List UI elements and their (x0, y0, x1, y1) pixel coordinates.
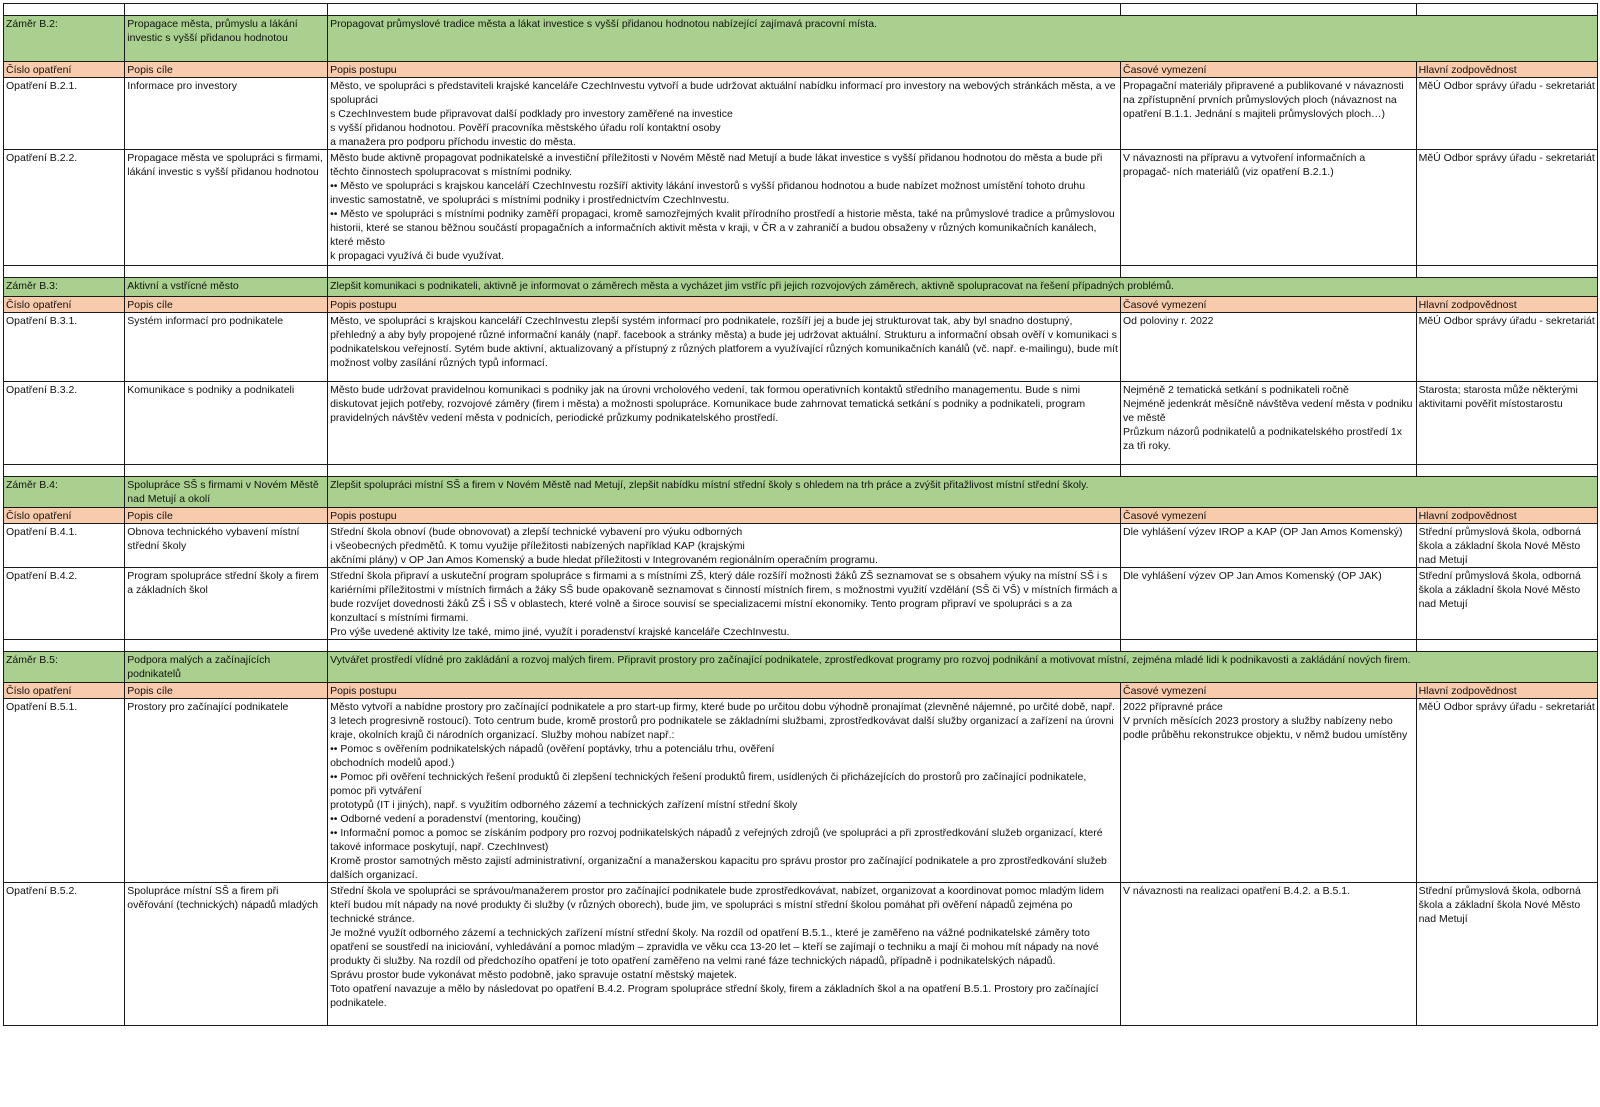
header-responsibility-cell[interactable]: Hlavní zodpovědnost (1416, 683, 1597, 699)
measure-row-b32 (4, 382, 1598, 465)
measure-procedure-cell[interactable]: Město vytvoří a nabídne prostory pro začínající podnikatele a pro start-up firmy, které bude po určitou dobu výhodně pronajímat (zlevněné nájemné, po určité době, např. 3 letech progresivně rostoucí). Toto centrum bude, kromě prostorů pro podnikatele se základními službami, zprostředkovávat další služby organizací a zařízení na úrovni kraje, okolních krajů či národních organizací. Služby mohou nabízet např.: •• Pomoc s ověřením podnikatelských nápadů (ověření poptávky, trhu a potenciálu trhu, ověření obchodních modelů apod.) •• Pomoc při ověření technických řešení produktů či zlepšení technických řešení produktů firem, usídlených či přicházejících do prostorů pro začínající podnikatele, pomoc při vytváření prototypů (IT i jiných), např. s využitím odborného zázemí a technických zařízení místní střední školy •• Odborné vedení a poradenství (mentoring, koučing) •• Informační pomoc a pomoc se získáním podpory pro rozvoj podnikatelských nápadů z veřejných zdrojů (ve spolupráci a při zprostředkování služeb organizací, které takové informace poskytují, např. CzechInvest) Kromě prostor samotných město zajistí administrativní, organizační a manažerskou kapacitu pro správu prostor pro začínající podnikatele a pro zprostředkování služeb dalších organizací. (328, 699, 1121, 883)
header-timing-cell[interactable]: Časové vymezení (1121, 297, 1417, 313)
measure-goal-cell[interactable]: Komunikace s podniky a podnikateli (125, 382, 328, 465)
goal-summary-cell[interactable]: Propagovat průmyslové tradice města a lákat investice s vyšší přidanou hodnotou nabízející zajímavá pracovní místa. (328, 16, 1598, 62)
header-procedure-cell[interactable]: Popis postupu (328, 683, 1121, 699)
goal-code-cell[interactable]: Záměr B.5: (4, 652, 125, 683)
measure-timing-cell[interactable]: 2022 přípravné práce V prvních měsících 2023 prostory a služby nabízeny nebo podle průběhu rekonstrukce objektu, v němž budou umístěny (1121, 699, 1417, 883)
goal-row-b2 (4, 16, 1598, 62)
header-timing-cell[interactable]: Časové vymezení (1121, 62, 1417, 78)
measure-goal-cell[interactable]: Program spolupráce střední školy a firem a základních škol (125, 568, 328, 640)
header-procedure-cell[interactable]: Popis postupu (328, 62, 1121, 78)
measure-timing-cell[interactable]: Propagační materiály připravené a publikované v návaznosti na zpřístupnění prvních průmyslových ploch (návaznost na opatření B.1.1. Jednání s majiteli průmyslových ploch…) (1121, 78, 1417, 150)
measure-goal-cell[interactable]: Informace pro investory (125, 78, 328, 150)
header-goal-cell[interactable]: Popis cíle (125, 683, 328, 699)
spacer-row (4, 465, 1598, 477)
goal-row-b3 (4, 278, 1598, 297)
measure-procedure-cell[interactable]: Střední škola ve spolupráci se správou/manažerem prostor pro začínající podnikatele bude zprostředkovávat, nabízet, organizovat a koordinovat pomoc mladým lidem kteří budou mít nápady na nové produkty či služby (v různých oborech), bude jim, ve spolupráci s místní střední školou pomáhat při ověření nápadů zejména po technické stránce. Je možné využít odborného zázemí a technických zařízení místní střední školy. Na rozdíl od opatření B.5.1., které je zaměřeno na vážné podnikatelské záměry toto opatření se soustředí na iniciování, vyhledávání a pomoc mladým – zpravidla ve věku cca 13-20 let – kteří se zajímají o techniku a mají či mohou mít nápady na nové produkty či služby. Na rozdíl od předchozího opatření je toto opatření zaměřeno na velmi rané fáze technických nápadů, případně i podnikatelských nápadů. Správu prostor bude vykonávat město podobně, jako spravuje ostatní městský majetek. Toto opatření navazuje a mělo by následovat po opatření B.4.2. Program spolupráce střední školy, firem a základních škol a na opatření B.5.1. Prostory pro začínající podnikatele. (328, 883, 1121, 1026)
header-goal-cell[interactable]: Popis cíle (125, 297, 328, 313)
header-row (4, 297, 1598, 313)
measure-id-cell[interactable]: Opatření B.2.1. (4, 78, 125, 150)
header-goal-cell[interactable]: Popis cíle (125, 508, 328, 524)
measure-row-b41 (4, 524, 1598, 568)
top-blank-row (4, 4, 1598, 16)
spreadsheet (3, 3, 1598, 1026)
measure-goal-cell[interactable]: Systém informací pro podnikatele (125, 313, 328, 382)
goal-code-cell[interactable]: Záměr B.2: (4, 16, 125, 62)
measure-responsibility-cell[interactable]: Starosta; starosta může některými aktivitami pověřit místostarostu (1416, 382, 1597, 465)
measure-timing-cell[interactable]: Nejméně 2 tematická setkání s podnikateli ročně Nejméně jedenkrát měsíčně návštěva vedení města v podniku ve městě Průzkum názorů podnikatelů a podnikatelského prostředí 1x za tři roky. (1121, 382, 1417, 465)
measure-row-b31 (4, 313, 1598, 382)
measure-row-b21 (4, 78, 1598, 150)
goal-summary-cell[interactable]: Zlepšit spolupráci místní SŠ a firem v Novém Městě nad Metují, zlepšit nabídku místní střední školy s ohledem na trh práce a zvýšit přitažlivost místní střední školy. (328, 477, 1598, 508)
measure-procedure-cell[interactable]: Město bude aktivně propagovat podnikatelské a investiční příležitosti v Novém Městě nad Metují a bude lákat investice s vyšší přidanou hodnotou do města a bude při těchto činnostech spolupracovat s místními podniky. •• Město ve spolupráci s krajskou kanceláří CzechInvestu rozšíří aktivity lákání investorů s vyšší přidanou hodnotou a bude nabízet možnost umístění tohoto druhu investic samostatně, ve spolupráci s místními podniky i prostřednictvím CzechInvestu. •• Město ve spolupráci s místními podniky zaměří propagaci, kromě samozřejmých kvalit přírodního prostředí a historie města, také na průmyslové tradice a průmyslovou historii, které se stanou běžnou součástí propagačních a informačních aktivit města v kraji, v ČR a v zahraničí a budou obsaženy v různých komunikačních kanálech, které město k propagaci využívá či bude využívat. (328, 150, 1121, 266)
header-row (4, 508, 1598, 524)
measure-goal-cell[interactable]: Prostory pro začínající podnikatele (125, 699, 328, 883)
measure-timing-cell[interactable]: Od poloviny r. 2022 (1121, 313, 1417, 382)
measure-id-cell[interactable]: Opatření B.4.1. (4, 524, 125, 568)
measure-procedure-cell[interactable]: Střední škola připraví a uskuteční program spolupráce s firmami a s místními ZŠ, který dále rozšíří možnosti žáků ZŠ seznamovat se s obsahem výuky na místní SŠ i s kariérními příležitostmi v místních firmách a žáky SŠ bude opakovaně seznamovat s činností místních firem, s možnostmi využití vzdělání (SŠ či VŠ) v místních firmách a bude rozvíjet dovednosti žáků ZŠ i SŠ v oblastech, které volně a široce souvisí se specializacemi místní ekonomiky. Tento program připraví ve spolupráci s a za konzultací s místními firmami. Pro výše uvedené aktivity lze také, mimo jiné, využít i poradenství krajské kanceláře CzechInvestu. (328, 568, 1121, 640)
goal-code-cell[interactable]: Záměr B.4: (4, 477, 125, 508)
header-timing-cell[interactable]: Časové vymezení (1121, 508, 1417, 524)
header-responsibility-cell[interactable]: Hlavní zodpovědnost (1416, 508, 1597, 524)
header-id-cell[interactable]: Číslo opatření (4, 297, 125, 313)
measure-timing-cell[interactable]: V návaznosti na přípravu a vytvoření informačních a propagač- ních materiálů (viz opatření B.2.1.) (1121, 150, 1417, 266)
header-procedure-cell[interactable]: Popis postupu (328, 508, 1121, 524)
goal-summary-cell[interactable]: Vytvářet prostředí vlídné pro zakládání a rozvoj malých firem. Připravit prostory pro začínající podnikatele, zprostředkovat programy pro rozvoj podnikání a motivovat místní, zejména mladé lidi k podnikavosti a zakládání nových firem. (328, 652, 1598, 683)
header-id-cell[interactable]: Číslo opatření (4, 508, 125, 524)
header-row (4, 62, 1598, 78)
measure-row-b51 (4, 699, 1598, 883)
measure-row-b22 (4, 150, 1598, 266)
goal-row-b4 (4, 477, 1598, 508)
header-id-cell[interactable]: Číslo opatření (4, 62, 125, 78)
measure-responsibility-cell[interactable]: MěÚ Odbor správy úřadu - sekretariát (1416, 150, 1597, 266)
measure-id-cell[interactable]: Opatření B.3.2. (4, 382, 125, 465)
measure-timing-cell[interactable]: Dle vyhlášení výzev IROP a KAP (OP Jan Amos Komenský) (1121, 524, 1417, 568)
spacer-row (4, 640, 1598, 652)
measure-id-cell[interactable]: Opatření B.2.2. (4, 150, 125, 266)
measure-id-cell[interactable]: Opatření B.5.1. (4, 699, 125, 883)
header-timing-cell[interactable]: Časové vymezení (1121, 683, 1417, 699)
header-responsibility-cell[interactable]: Hlavní zodpovědnost (1416, 62, 1597, 78)
measure-id-cell[interactable]: Opatření B.5.2. (4, 883, 125, 1026)
header-row (4, 683, 1598, 699)
measure-responsibility-cell[interactable]: Střední průmyslová škola, odborná škola a základní škola Nové Město nad Metují (1416, 568, 1597, 640)
measure-id-cell[interactable]: Opatření B.4.2. (4, 568, 125, 640)
measure-procedure-cell[interactable]: Město bude udržovat pravidelnou komunikaci s podniky jak na úrovni vrcholového vedení, tak formou operativních kontaktů středního managementu. Bude s nimi diskutovat jejich potřeby, rozvojové záměry (firem i města) a možnosti spolupráce. Komunikace bude zahrnovat tematická setkání s podniky a podnikateli, program pravidelných návštěv vedení města v podnicích, periodické průzkumy podnikatelského prostředí. (328, 382, 1121, 465)
measure-goal-cell[interactable]: Propagace města ve spolupráci s firmami, lákání investic s vyšší přidanou hodnotou (125, 150, 328, 266)
measure-timing-cell[interactable]: V návaznosti na realizaci opatření B.4.2. a B.5.1. (1121, 883, 1417, 1026)
measure-responsibility-cell[interactable]: MěÚ Odbor správy úřadu - sekretariát (1416, 313, 1597, 382)
measure-responsibility-cell[interactable]: Střední průmyslová škola, odborná škola a základní škola Nové Město nad Metují (1416, 524, 1597, 568)
measure-responsibility-cell[interactable]: MěÚ Odbor správy úřadu - sekretariát (1416, 78, 1597, 150)
goal-title-cell[interactable]: Spolupráce SŠ s firmami v Novém Městě nad Metují a okolí (125, 477, 328, 508)
spacer-row (4, 266, 1598, 278)
goal-code-cell[interactable]: Záměr B.3: (4, 278, 125, 297)
measure-procedure-cell[interactable]: Město, ve spolupráci s představiteli krajské kanceláře CzechInvestu vytvoří a bude udržovat aktuální nabídku informací pro investory na webových stránkách města, a ve spolupráci s CzechInvestem bude připravovat další podklady pro investory zaměřené na investice s vyšší přidanou hodnotou. Pověří pracovníka městského úřadu rolí kontaktní osoby a manažera pro podporu příchodu investic do města. (328, 78, 1121, 150)
header-procedure-cell[interactable]: Popis postupu (328, 297, 1121, 313)
measure-goal-cell[interactable]: Spolupráce místní SŠ a firem při ověřování (technických) nápadů mladých (125, 883, 328, 1026)
measure-goal-cell[interactable]: Obnova technického vybavení místní střední školy (125, 524, 328, 568)
measure-procedure-cell[interactable]: Střední škola obnoví (bude obnovovat) a zlepší technické vybavení pro výuku odborných i všeobecných předmětů. K tomu využije příležitosti nabízených například KAP (krajskými akčními plány) v OP Jan Amos Komenský a bude hledat příležitosti v Integrovaném regionálním operačním programu. (328, 524, 1121, 568)
measure-responsibility-cell[interactable]: MěÚ Odbor správy úřadu - sekretariát (1416, 699, 1597, 883)
measure-row-b42 (4, 568, 1598, 640)
goal-title-cell[interactable]: Aktivní a vstřícné město (125, 278, 328, 297)
measure-procedure-cell[interactable]: Město, ve spolupráci s krajskou kanceláří CzechInvestu zlepší systém informací pro podnikatele, rozšíří jej a bude jej strukturovat tak, aby byl snadno dostupný, přehledný a aby byly propojené různé informační kanály (např. facebook a stránky města) a bude jej udržovat aktuální. Strukturu a informační obsah ověří v komunikaci s podnikatelskou veřejností. Sytém bude aktivní, aktualizovaný a přístupný z různých platforem a využívající různých komunikačních kanálů (vč. např. e-mailingu), bude mít možnost volby zasílání různých typů informací. (328, 313, 1121, 382)
measure-id-cell[interactable]: Opatření B.3.1. (4, 313, 125, 382)
header-id-cell[interactable]: Číslo opatření (4, 683, 125, 699)
header-goal-cell[interactable]: Popis cíle (125, 62, 328, 78)
goal-row-b5 (4, 652, 1598, 683)
goal-title-cell[interactable]: Propagace města, průmyslu a lákání investic s vyšší přidanou hodnotou (125, 16, 328, 62)
measure-responsibility-cell[interactable]: Střední průmyslová škola, odborná škola a základní škola Nové Město nad Metují (1416, 883, 1597, 1026)
goal-summary-cell[interactable]: Zlepšit komunikaci s podnikateli, aktivně je informovat o záměrech města a vycházet jim vstříc při jejich rozvojových záměrech, aktivně spolupracovat na řešení případných problémů. (328, 278, 1598, 297)
header-responsibility-cell[interactable]: Hlavní zodpovědnost (1416, 297, 1597, 313)
goal-title-cell[interactable]: Podpora malých a začínajících podnikatelů (125, 652, 328, 683)
measures-table (3, 3, 1598, 1026)
measure-row-b52 (4, 883, 1598, 1026)
measure-timing-cell[interactable]: Dle vyhlášení výzev OP Jan Amos Komenský (OP JAK) (1121, 568, 1417, 640)
